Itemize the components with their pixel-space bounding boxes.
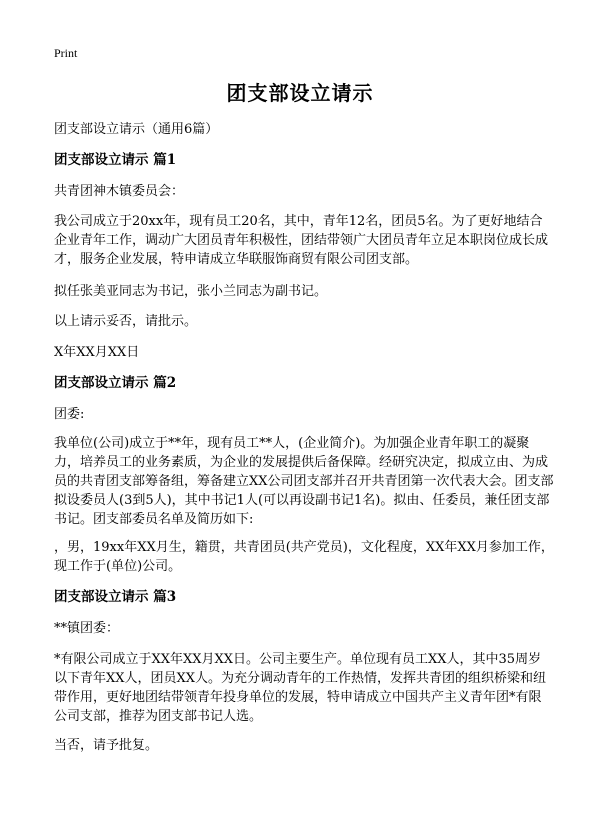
section-1-appointment: 拟任张美亚同志为书记，张小兰同志为副书记。 [54,284,328,299]
section-2-member-info: ，男，19xx年XX月生，籍贯，共青团员(共产党员)，文化程度，XX年XX月参加工作，现工作于(单位)公司。 [54,540,554,574]
section-3-body: *有限公司成立于XX年XX月XX日。公司主要生产。单位现有员工XX人，其中35周岁以下青年XX人，团员XX人。为充分调动青年的工作热情，发挥共青团的组织桥梁和纽带作用，更好地团结带领青年投身单位的发展，特申请成立中国共产主义青年团*有限公司支部，推荐为团支部书记人选。 [54,652,547,724]
document-subtitle: 团支部设立请示（通用6篇） [54,122,219,137]
section-3-heading: 团支部设立请示 篇3 [54,589,177,605]
document-title: 团支部设立请示 [226,81,374,105]
section-3-closing: 当否，请予批复。 [54,738,159,753]
section-2-addressee: 团委: [54,407,85,422]
print-label: Print [54,46,78,60]
section-1-closing: 以上请示妥否，请批示。 [54,314,198,329]
section-1-date: X年XX月XX日 [54,345,140,360]
section-2-heading: 团支部设立请示 篇2 [54,375,177,391]
section-1-heading: 团支部设立请示 篇1 [54,152,177,168]
section-3-addressee: **镇团委： [54,621,120,636]
section-1-body: 我公司成立于20xx年，现有员工20名，其中，青年12名，团员5名。为了更好地结合企业青年工作，调动广大团员青年积极性，团结带领广大团员青年立足本职岗位成长成才，服务企业发展，特申请成立华联服饰商贸有限公司团支部。 [54,214,549,267]
section-2-body: 我单位(公司)成立于**年，现有员工**人，(企业简介)。为加强企业青年职工的凝聚力，培养员工的业务素质，为企业的发展提供后备保障。经研究决定，拟成立由、为成员的共青团支部筹备组，筹备建立XX公司团支部并召开共青团第一次代表大会。团支部拟设委员人(3到5人)，其中书记1人(可以再设副书记1名)。拟由、任委员，兼任团支部书记。团支部委员名单及简历如下: [54,436,554,527]
section-1-addressee: 共青团神木镇委员会： [54,184,185,199]
